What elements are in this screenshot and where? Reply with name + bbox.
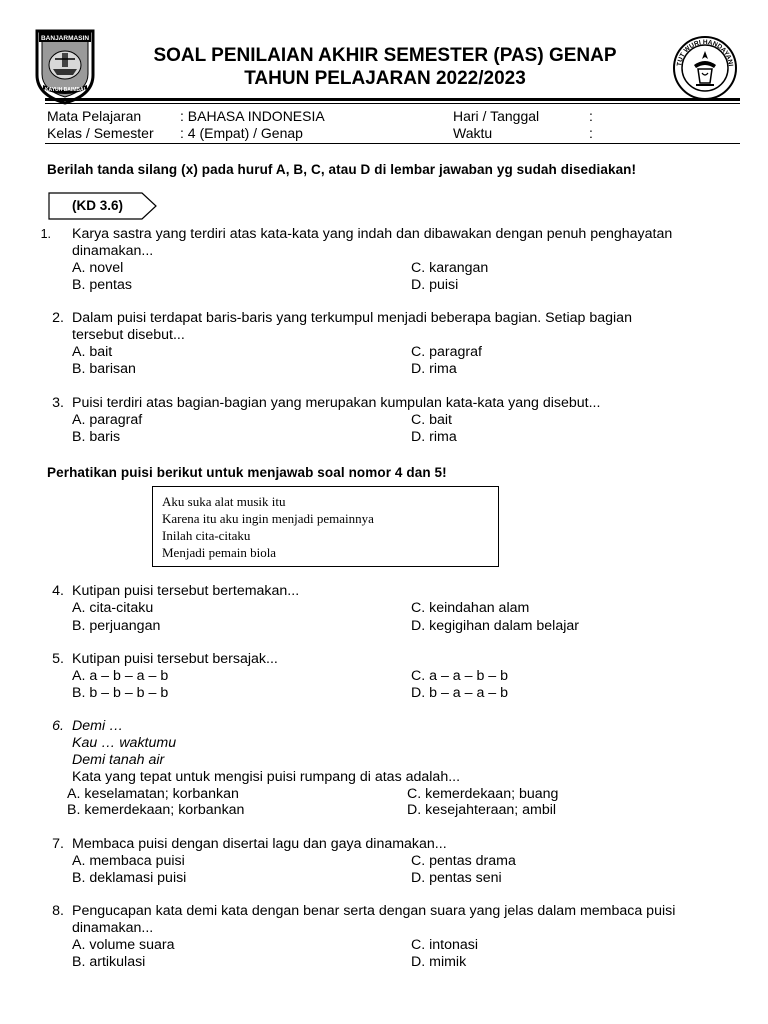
- kd-label: (KD 3.6): [72, 198, 124, 213]
- option-a: A. keselamatan; korbankan: [67, 786, 239, 802]
- option-a: A. paragraf: [72, 412, 143, 428]
- day-date-value: :: [589, 108, 593, 124]
- class-value: : 4 (Empat) / Genap: [180, 125, 303, 141]
- question-number: 5.: [52, 651, 64, 667]
- question-text: Kutipan puisi tersebut bertemakan...: [72, 583, 300, 599]
- poem-line: Karena itu aku ingin menjadi pemainnya: [162, 511, 374, 526]
- option-a: A. a – b – a – b: [72, 668, 169, 684]
- option-c: C. keindahan alam: [411, 600, 530, 616]
- class-label: Kelas / Semester: [47, 125, 154, 141]
- option-b: B. pentas: [72, 277, 132, 293]
- option-c: C. pentas drama: [411, 853, 516, 869]
- option-a: A. novel: [72, 260, 124, 276]
- day-date-label: Hari / Tanggal: [453, 108, 540, 124]
- subject-value: : BAHASA INDONESIA: [180, 108, 325, 124]
- option-c: C. kemerdekaan; buang: [407, 786, 559, 802]
- option-b: B. perjuangan: [72, 618, 161, 634]
- question-text: Kata yang tepat untuk mengisi puisi rumpang di atas adalah...: [72, 769, 461, 785]
- option-c: C. intonasi: [411, 937, 479, 953]
- option-d: D. rima: [411, 361, 457, 377]
- question-text: Puisi terdiri atas bagian-bagian yang merupakan kumpulan kata-kata yang disebut...: [72, 395, 601, 411]
- question-text: Pengucapan kata demi kata dengan benar serta dengan suara yang jelas dalam membaca puisi: [72, 903, 676, 919]
- banjarmasin-logo: [33, 25, 97, 105]
- tut-wuri-handayani-logo: [672, 35, 738, 101]
- poem-line: Menjadi pemain biola: [162, 545, 277, 560]
- subject-label: Mata Pelajaran: [47, 108, 142, 124]
- question-text: Membaca puisi dengan disertai lagu dan gaya dinamakan...: [72, 836, 447, 852]
- question-number: 7.: [52, 836, 64, 852]
- poem-line: Inilah cita-citaku: [162, 528, 251, 543]
- option-b: B. b – b – b – b: [72, 685, 169, 701]
- option-d: D. b – a – a – b: [411, 685, 509, 701]
- option-d: D. pentas seni: [411, 870, 502, 886]
- question-number: 2.: [52, 310, 64, 326]
- option-a: A. membaca puisi: [72, 853, 185, 869]
- poem-instruction: Perhatikan puisi berikut untuk menjawab soal nomor 4 dan 5!: [47, 465, 447, 480]
- option-b: B. deklamasi puisi: [72, 870, 187, 886]
- question-text: Kutipan puisi tersebut bersajak...: [72, 651, 278, 667]
- question-text: Karya sastra yang terdiri atas kata-kata yang indah dan dibawakan dengan penuh penghayatan: [72, 226, 673, 242]
- option-b: B. artikulasi: [72, 954, 146, 970]
- option-d: D. puisi: [411, 277, 459, 293]
- poem-line: Aku suka alat musik itu: [162, 494, 286, 509]
- poem-fragment: Demi …: [72, 718, 124, 734]
- option-d: D. rima: [411, 429, 457, 445]
- question-number: 6.: [52, 718, 64, 734]
- option-d: D. kesejahteraan; ambil: [407, 802, 557, 818]
- question-text: tersebut disebut...: [72, 327, 185, 343]
- question-number: 1.: [40, 227, 51, 241]
- poem-fragment: Kau … waktumu: [72, 735, 177, 751]
- time-label: Waktu: [453, 125, 493, 141]
- question-number: 8.: [52, 903, 64, 919]
- question-text: dinamakan...: [72, 243, 154, 259]
- question-number: 4.: [52, 583, 64, 599]
- page-title: SOAL PENILAIAN AKHIR SEMESTER (PAS) GENAP: [153, 45, 617, 66]
- instruction-text: Berilah tanda silang (x) pada huruf A, B, C, atau D di lembar jawaban yg sudah disediakan!: [47, 162, 637, 177]
- svg-text:TUT WURI HANDAYANI: TUT WURI HANDAYANI: [676, 38, 734, 67]
- option-b: B. kemerdekaan; korbankan: [67, 802, 245, 818]
- option-a: A. volume suara: [72, 937, 175, 953]
- poem-fragment: Demi tanah air: [72, 752, 165, 768]
- info-divider: [45, 143, 740, 144]
- option-b: B. baris: [72, 429, 121, 445]
- svg-text:KAYUH BAIMBAI: KAYUH BAIMBAI: [44, 87, 86, 93]
- header-divider-thin: [45, 103, 740, 104]
- option-c: C. bait: [411, 412, 453, 428]
- option-a: A. bait: [72, 344, 113, 360]
- option-c: C. a – a – b – b: [411, 668, 509, 684]
- option-b: B. barisan: [72, 361, 136, 377]
- option-c: C. paragraf: [411, 344, 482, 360]
- question-text: Dalam puisi terdapat baris-baris yang terkumpul menjadi beberapa bagian. Setiap bagian: [72, 310, 632, 326]
- header-divider-thick: [45, 98, 740, 101]
- page-subtitle: TAHUN PELAJARAN 2022/2023: [244, 68, 526, 89]
- time-value: :: [589, 125, 593, 141]
- option-c: C. karangan: [411, 260, 489, 276]
- option-a: A. cita-citaku: [72, 600, 154, 616]
- question-number: 3.: [52, 395, 64, 411]
- svg-text:BANJARMASIN: BANJARMASIN: [40, 35, 90, 42]
- option-d: D. kegigihan dalam belajar: [411, 618, 579, 634]
- option-d: D. mimik: [411, 954, 467, 970]
- question-text: dinamakan...: [72, 920, 154, 936]
